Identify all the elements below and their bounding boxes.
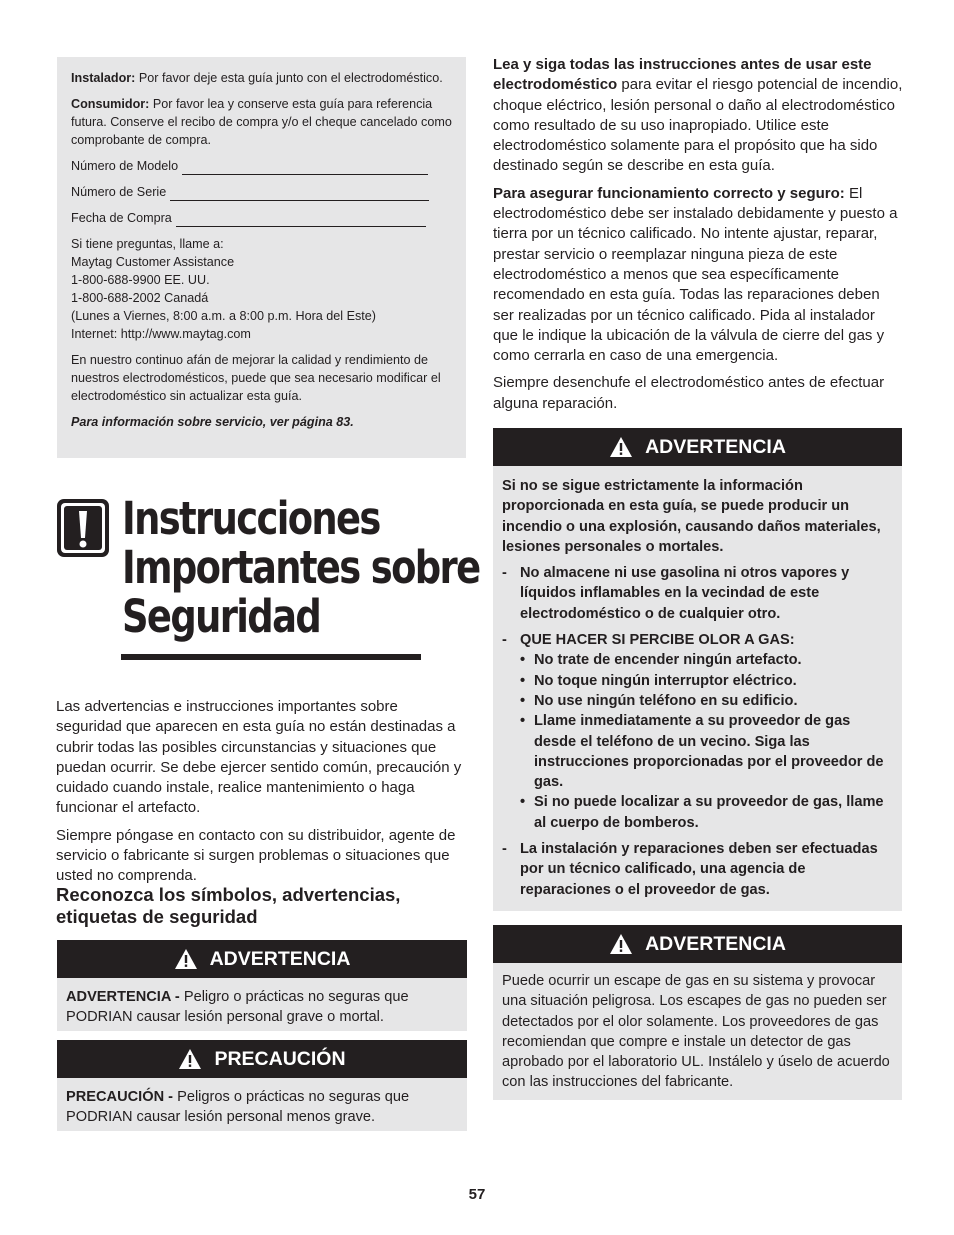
serial-number-line [170,187,429,201]
gas-leak-text: Puede ocurrir un escape de gas en su sistema y provocar una situación peligrosa. Los escapes de gas no pueden ser detectados por el olor solamente. Los proveedores de gas recomiendan que compre e instale un detector de gas aprobado por el laboratorio UL. Instálelo y úselo de acuerdo con las instrucciones del fabricante. [502,973,890,1091]
list-item: • Llame inmediatamente a su proveedor de gas desde el teléfono de un vecino. Siga las instrucciones proporcionadas por el proveedor de gas. [520,713,884,791]
warning-definition-box [57,940,467,1031]
improvement-note: En nuestro continuo afán de mejorar la calidad y rendimiento de nuestros electrodomésticos, puede que sea necesario modificar el electrodoméstico sin actualizar esta guía. [71,353,441,403]
installer-note: Instalador: Por favor deje esta guía junto con el electrodoméstico. [71,71,443,85]
symbols-subheading: Reconozca los símbolos, advertencias, etiquetas de seguridad [56,884,401,927]
caution-definition-box [57,1040,467,1131]
gas-warning-box [493,428,902,911]
model-number-field: Número de Modelo [71,157,452,175]
model-number-line [182,161,428,175]
list-item: • Si no puede localizar a su proveedor de gas, llame al cuerpo de bomberos. [520,794,884,831]
title-underline [121,654,421,660]
intro-text: Las advertencias e instrucciones importantes sobre seguridad que aparecen en esta guía no están destinadas a cubrir todas las posibles circunstancias y situaciones que puedan ocurrir. Se debe ejercer sentido común, precaución y cuidado cuando instale, realice mantenimiento o haga funcionar el artefacto. Siempre póngase en contacto con su distribuidor, agente de servicio o fabricante si surgen problemas o situaciones que usted no comprenda. [56,698,462,885]
warning-triangle-icon [174,948,198,970]
gas-leak-warning-box [493,925,902,1100]
service-note: Para información sobre servicio, ver página 83. [71,415,354,429]
consumer-note: Consumidor: Por favor lea y conserve esta guía para referencia futura. Conserve el recibo de compra y/o el cheque cancelado como comprobante de compra. [71,97,452,147]
usage-instructions [493,55,903,421]
unplug-paragraph: Siempre desenchufe el electrodoméstico antes de efectuar alguna reparación. [493,374,885,412]
caution-definition-text: PRECAUCIÓN - Peligros o prácticas no seguras que PODRIAN causar lesión personal menos grave. [66,1089,410,1126]
read-instructions-paragraph: Lea y siga todas las instrucciones antes de usar este electrodoméstico para evitar el riesgo potencial de incendio, choque eléctrico, lesión personal o daño al electrodoméstico como resultado de su uso inapropiado. Utilice este electrodoméstico solamente para el propósito que ha sido destinado según se describe en esta guía. [493,56,903,175]
warning-triangle-icon [178,1048,202,1070]
list-item: • No trate de encender ningún artefacto. [520,652,802,669]
purchase-date-field: Fecha de Compra [71,209,452,227]
gas-leak-header-bar: ADVERTENCIA [493,925,902,963]
list-item: • No toque ningún interruptor eléctrico. [520,672,797,689]
warning-triangle-icon [609,436,633,458]
caution-header-bar: PRECAUCIÓN [57,1040,467,1078]
proper-operation-paragraph: Para asegurar funcionamiento correcto y seguro: El electrodoméstico debe ser instalado debidamente y puesto a tierra por un técnico calificado. No intente ajustar, reparar, prestar servicio o reemplazar ninguna pieza de este electrodoméstico a menos que sea específicamente recomendado en esta guía. Todas las reparaciones deben ser realizadas por un técnico calificado. Pida al instalador que le indique la ubicación de la válvula de cierre del gas y como cerrarla en caso de una emergencia. [493,184,898,365]
gas-warning-text: Si no se sigue estrictamente la información proporcionada en esta guía, se puede producir un incendio o una explosión, causando daños materiales, lesiones personales o mortales. - No almacene ni use gasolina ni otros vapores y líquidos inflamables en la vecindad de este electrodoméstico o de cualquier otro. - QUE HACER SI PERCIBE OLOR A GAS: • No trate de encender ningún artefacto. • No toque ningún interruptor eléctrico. • No use ningún teléfono en su edificio. • Llame inmediatamente a su proveedor de gas desde el teléfono de un vecino. Siga las instrucciones proporcionadas por el proveedor de gas. • Si no puede localizar a su proveedor de gas, llame al cuerpo de bomberos. - La instalación y reparaciones deben ser efectuadas por un técnico calificado, una agencia de reparaciones o el proveedor de gas. [493,466,902,908]
list-item: - QUE HACER SI PERCIBE OLOR A GAS: [502,632,795,649]
warning-header-bar: ADVERTENCIA [57,940,467,978]
gas-warning-header-bar: ADVERTENCIA [493,428,902,466]
serial-number-field: Número de Serie [71,183,452,201]
warning-triangle-icon [609,933,633,955]
purchase-date-line [176,213,426,227]
list-item: - No almacene ni use gasolina ni otros vapores y líquidos inflamables en la vecindad de este electrodoméstico o de cualquier otro. [502,565,850,622]
warning-definition-text: ADVERTENCIA - Peligro o prácticas no seguras que PODRIAN causar lesión personal grave o mortal. [66,989,409,1026]
contact-info: Si tiene preguntas, llame a: Maytag Customer Assistance 1-800-688-9900 EE. UU. 1-800-688-2002 Canadá (Lunes a Viernes, 8:00 a.m. a 8:00 p.m. Hora del Este) Internet: http://www.maytag.com [71,237,376,341]
list-item: - La instalación y reparaciones deben ser efectuadas por un técnico calificado, una agencia de reparaciones o el proveedor de gas. [502,841,878,898]
list-item: • No use ningún teléfono en su edificio. [520,692,798,709]
owner-info-box [57,57,466,458]
page-number: 57 [468,1186,486,1203]
page-title: Instrucciones Importantes sobre Seguridad [122,492,480,643]
warning-sign-icon [56,498,110,558]
